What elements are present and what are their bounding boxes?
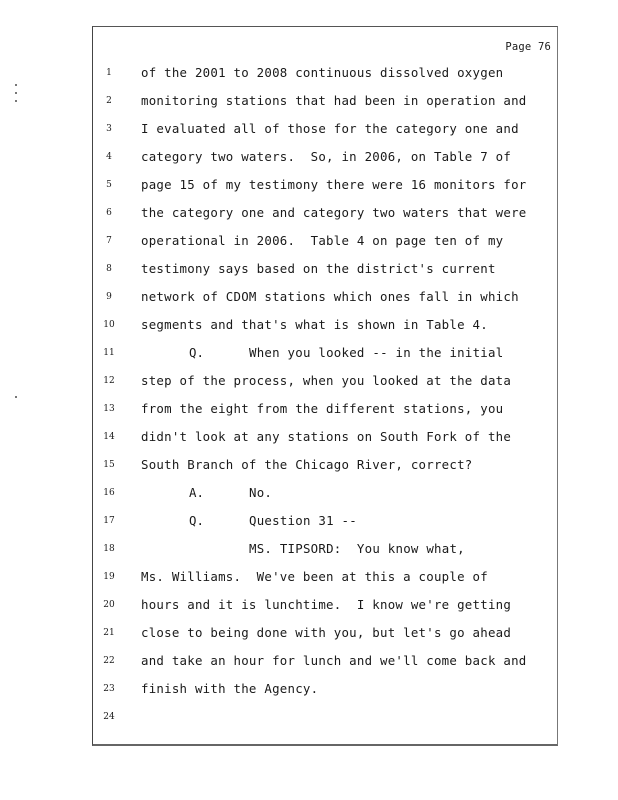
line-text: didn't look at any stations on South Fork of the: [141, 429, 512, 444]
line-number: 11: [103, 348, 115, 358]
line-number: 21: [103, 628, 115, 638]
line-number: 5: [106, 180, 112, 190]
transcript-line: [93, 147, 559, 175]
line-text: finish with the Agency.: [141, 681, 319, 696]
line-text: of the 2001 to 2008 continuous dissolved oxygen: [141, 65, 504, 80]
line-text: segments and that's what is shown in Table 4.: [141, 317, 488, 332]
transcript-line: [93, 119, 559, 147]
line-text: No.: [249, 485, 273, 500]
line-text: I evaluated all of those for the category one and: [141, 121, 519, 136]
transcript-line: [93, 287, 559, 315]
line-number: 20: [103, 600, 115, 610]
transcript-line: [93, 91, 559, 119]
line-number: 7: [106, 236, 112, 246]
transcript-line: [93, 679, 559, 707]
transcript-line: [93, 231, 559, 259]
line-number: 17: [103, 516, 115, 526]
speaker-tag: Q.: [189, 513, 204, 528]
line-number: 1: [106, 68, 112, 78]
line-text: from the eight from the different stations, you: [141, 401, 504, 416]
scan-speck: [15, 84, 17, 86]
transcript-line: [93, 595, 559, 623]
transcript-line: [93, 427, 559, 455]
transcript-line: [93, 343, 559, 371]
line-number: 3: [106, 124, 112, 134]
line-text: MS. TIPSORD: You know what,: [249, 541, 465, 556]
line-number: 19: [103, 572, 115, 582]
transcript-line: [93, 707, 559, 735]
speaker-tag: Q.: [189, 345, 204, 360]
line-number: 8: [106, 264, 112, 274]
scan-speck: [15, 100, 17, 102]
line-text: When you looked -- in the initial: [249, 345, 504, 360]
line-text: close to being done with you, but let's go ahead: [141, 625, 512, 640]
line-text: operational in 2006. Table 4 on page ten of my: [141, 233, 504, 248]
line-text: and take an hour for lunch and we'll come back and: [141, 653, 527, 668]
transcript-line: [93, 399, 559, 427]
line-text: network of CDOM stations which ones fall in which: [141, 289, 519, 304]
line-text: hours and it is lunchtime. I know we're getting: [141, 597, 512, 612]
transcript-page: [92, 26, 558, 746]
line-text: South Branch of the Chicago River, correct?: [141, 457, 473, 472]
transcript-line: [93, 63, 559, 91]
line-number: 2: [106, 96, 112, 106]
scan-speck: [15, 396, 17, 398]
line-text: the category one and category two waters that were: [141, 205, 527, 220]
transcript-line: [93, 511, 559, 539]
line-number: 12: [103, 376, 115, 386]
line-text: step of the process, when you looked at the data: [141, 373, 512, 388]
transcript-line: [93, 371, 559, 399]
page-number-label: Page 76: [505, 41, 551, 53]
scan-speck: [15, 92, 17, 94]
transcript-line: [93, 623, 559, 651]
transcript-line: [93, 455, 559, 483]
transcript-line: [93, 483, 559, 511]
line-number: 18: [103, 544, 115, 554]
line-number: 6: [106, 208, 112, 218]
line-number: 23: [103, 684, 115, 694]
transcript-line: [93, 315, 559, 343]
transcript-line: [93, 259, 559, 287]
line-number: 16: [103, 488, 115, 498]
transcript-line: [93, 203, 559, 231]
transcript-line: [93, 651, 559, 679]
line-number: 24: [103, 712, 115, 722]
line-number: 13: [103, 404, 115, 414]
line-text: testimony says based on the district's current: [141, 261, 496, 276]
line-number: 14: [103, 432, 115, 442]
line-text: monitoring stations that had been in operation and: [141, 93, 527, 108]
line-text: page 15 of my testimony there were 16 monitors for: [141, 177, 527, 192]
transcript-line: [93, 175, 559, 203]
line-number: 22: [103, 656, 115, 666]
transcript-line: [93, 567, 559, 595]
line-number: 10: [103, 320, 115, 330]
line-text: Question 31 --: [249, 513, 357, 528]
speaker-tag: A.: [189, 485, 204, 500]
line-text: Ms. Williams. We've been at this a couple of: [141, 569, 488, 584]
transcript-line: [93, 539, 559, 567]
line-number: 15: [103, 460, 115, 470]
line-text: category two waters. So, in 2006, on Table 7 of: [141, 149, 512, 164]
line-number: 9: [106, 292, 112, 302]
line-number: 4: [106, 152, 112, 162]
